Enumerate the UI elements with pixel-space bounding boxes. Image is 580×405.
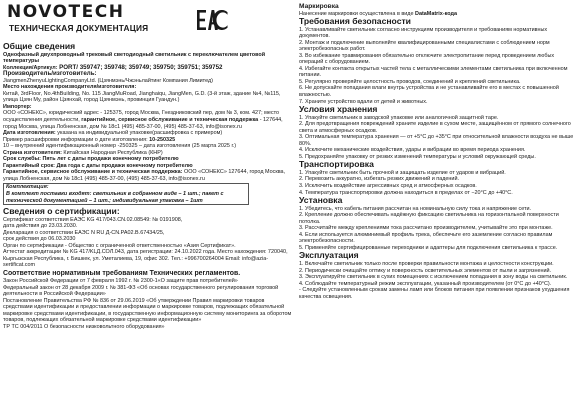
general-info-heading: Общие сведения bbox=[3, 41, 76, 51]
importer-service: гарантийное, сервисное обслуживание и техническая поддержка bbox=[81, 116, 259, 123]
service-label: Гарантийное, сервисное обслуживание и техническая поддержка: bbox=[3, 169, 183, 176]
safety-line: 6. Не допускайте попадания влаги внутрь устройства и не устанавливайте его в местах с повышенной влажностью. bbox=[299, 85, 559, 99]
location-value: Китай, 3rdFloor, No.4thBuilding, No. 115 JiangMuRoad, Jianghaiqu, JiangMen, G.D. (3-й этаж, здание №4, №115, улица Цзян Му, район Цзянхай, город Цзянмэнь, провинция Гуандун.) bbox=[3, 90, 281, 104]
importer-label: Импортер: bbox=[3, 103, 32, 110]
transport-line: 2. Перевозить аккуратно, избегать резких движений и падений. bbox=[299, 176, 460, 183]
compliance-line: Федеральный закон от 28 декабря 2009 г. № 381-ФЗ «Об основах государственного регулирования торговой деятельности в Российской Федерации» bbox=[3, 284, 279, 298]
certification-heading: Сведения о сертификации: bbox=[3, 206, 120, 217]
installation-line: 4. Если используется алюминиевый профиль трека, обеспечьте его заземление согласно правилам электробезопасности. bbox=[299, 231, 553, 245]
collection-value: PORT/ 359747; 359748; 359749; 359750; 359751; 359752 bbox=[59, 63, 223, 71]
cert-line: Орган по сертификации - Общество с ограниченной ответственностью «Азия Сертификат». bbox=[3, 242, 236, 249]
product-description: Однофазный двухпроводный трековый светодиодный светильник с переключателем цветовой температуры bbox=[3, 51, 266, 65]
storage-line: 2. Для предотвращения повреждений храните изделие в сухом месте, защищённом от прямого солнечного света и атмосферных осадков. bbox=[299, 121, 571, 134]
storage-heading: Условия хранения bbox=[299, 104, 378, 115]
operation-line: 1. Включайте светильник только после проверки правильности монтажа и целостности конструкции. bbox=[299, 260, 554, 267]
kit-box bbox=[3, 183, 249, 205]
safety-line: 4. Избегайте контакта открытых частей тела с металлическими элементами светильника при включенном питании. bbox=[299, 65, 568, 79]
brand-logo: NOVOTECH bbox=[7, 2, 125, 22]
installation-line: 1. Убедитесь, что кабель питания рассчитан на номинальную силу тока и напряжение сети. bbox=[299, 205, 532, 212]
operation-line: 3. Эксплуатируйте светильник в сухих помещениях с исключением попадания в зону воды на светильник. bbox=[299, 274, 568, 281]
importer-value: ООО «СОНЕКС», юридический адрес - 125375, город Москва, Гнездниковский пер, дом № 3, ком. 427; место осуществления деятельности, bbox=[3, 110, 280, 123]
cert-line: дата действия до 23.03.2030. bbox=[3, 223, 78, 230]
operation-line: 4. Соблюдайте температурный режим эксплуатации, указанный производителем (от 0°С до +40°С). bbox=[299, 280, 552, 287]
cert-line: Декларация о соответствии ЕАЭС N RU Д-CN.PA02.B.67434/25, bbox=[3, 229, 165, 236]
transport-line: 1. Упакуйте светильник быть прочной и защищать изделие от ударов и вибраций. bbox=[299, 169, 506, 176]
marking-heading: Маркировка bbox=[299, 3, 339, 10]
date-decode-code: 10-250325 bbox=[149, 136, 176, 143]
safety-heading: Требования безопасности bbox=[299, 16, 411, 27]
compliance-line: ТР ТС 004/2011 О безопасности низковольтного оборудования» bbox=[3, 323, 165, 330]
cert-line: срок действия до 06.03.2030 bbox=[3, 236, 76, 243]
marking-code: DataMatrix-кода bbox=[415, 10, 458, 17]
right-column bbox=[299, 3, 577, 300]
compliance-line: Закон Российской Федерации от 7 февраля 1992 г. № 2300-1«О защите прав потребителей» bbox=[3, 277, 238, 284]
certification-heading-row bbox=[3, 207, 293, 217]
importer-contacts: - 127644, город Москва, улица Лобненская, дом № 18с1 (495) 485-37-00, (495) 485-37-63, info@isonex.ru bbox=[3, 116, 283, 130]
safety-line: 7. Храните устройство вдали от детей и животных. bbox=[299, 98, 428, 105]
installation-line: 3. Рассчитайте между креплениями тока рассчитано производителем, учитывайте это при монтаже. bbox=[299, 225, 553, 232]
safety-line: 5. Регулярно проверяйте целостность проводов, соединений и креплений светильника. bbox=[299, 78, 521, 85]
cert-line: Сертификат соответствия ЕАЭС KG 417/043.CN.02.08549: № 0191908, bbox=[3, 216, 183, 223]
origin-label: Страна изготовителя: bbox=[3, 149, 62, 156]
transport-line: 4. Температура транспортировки должна находиться в пределах от −20°C до +40°C. bbox=[299, 189, 513, 196]
transport-line: 3. Исключить воздействие агрессивных сред и атмосферных осадков. bbox=[299, 183, 477, 190]
kit-title: Комплектация: bbox=[6, 184, 49, 191]
storage-line: 1. Упакуйте светильник в заводской упаковке или аналогичной защитной таре. bbox=[299, 114, 499, 121]
collection-label: Коллекция/Артикул: bbox=[3, 64, 58, 71]
origin-value: Китайская Народная Республика (КНР) bbox=[63, 149, 163, 156]
document-header bbox=[5, 3, 185, 37]
transport-heading: Транспортировка bbox=[299, 159, 374, 170]
warranty-period: Гарантийный срок: Два года с даты продажи конечному потребителю bbox=[3, 162, 193, 169]
cert-line: Аттестат аккредитации № KG 417/KLД.СОЛ.043, дата регистрации: 24.10.2022 года. Место нахождения: 720040, Кыргызская Республика, г. Бишкек, ул. Уметалиева, 19, офис 302. Тел.: +996700264004 Email: info@azia-sertificat.com bbox=[3, 249, 288, 269]
service-value: ООО «СОНЕКС» 127644, город Москва, улица Лобненская, дом № 18с1 (495) 485-37-00, (495) 485-37-63, info@isonex.ru bbox=[3, 169, 286, 182]
compliance-heading: Соответствие нормативным требованиям Технических регламентов. bbox=[3, 269, 241, 277]
location-label: Место нахождения производителя/изготовителя: bbox=[3, 84, 137, 91]
manufacture-date-label: Дата изготовления: bbox=[3, 130, 56, 137]
storage-line: 4. Исключите механические воздействия, удары и вибрации во время периода хранения. bbox=[299, 147, 526, 154]
document-title: ТЕХНИЧЕСКАЯ ДОКУМЕНТАЦИЯ bbox=[9, 23, 149, 33]
date-decode-detail: 10 – внутренний идентификационный номер -250325 – дата изготовления (25 марта 2025 г.) bbox=[3, 143, 237, 150]
manufacture-date-value: указана на индивидуальной упаковке(расшифровка с примером) bbox=[57, 130, 223, 137]
safety-line: 2. Монтаж и подключение выполняйте квалифицированными специалистами с соблюдением норм электробезопасных работ. bbox=[299, 39, 550, 53]
service-life: Срок службы: Пять лет с даты продажи конечному потребителю bbox=[3, 156, 179, 163]
operation-line: - Следуйте установленным срокам замены ламп или блоков питания при появлении признаков ухудшения качества освещения. bbox=[299, 287, 570, 300]
installation-heading: Установка bbox=[299, 195, 343, 206]
left-column bbox=[3, 42, 293, 330]
compliance-line: Постановление Правительства РФ № 836 от 29.06.2019 «Об утверждении Правил маркировки товаров средствами идентификации и предоставлении информации о маркировке товаров, подлежащих обязательной маркировке средствами идентификации, в государственную информационную систему мониторинга за оборотом товаров, подлежащих обязательной маркировке средствами идентификации» bbox=[3, 297, 292, 324]
date-decode-example: Пример расшифровки информации о дате изготовления: bbox=[3, 136, 148, 143]
operation-heading: Эксплуатация bbox=[299, 250, 359, 261]
safety-line: 1. Устанавливайте светильник согласно инструкциям производителя и требованиям нормативных документов. bbox=[299, 26, 548, 40]
manufacturer-value: JiangmenZhenyuLightingCompanyLtd. (Цзянмэнь/Чжэньлайтинг Компания Лимитед) bbox=[3, 77, 213, 84]
storage-line: 5. Предохраняйте упаковку от резких изменений температуры и условий окружающей среды. bbox=[299, 153, 536, 160]
operation-line: 2. Периодически очищайте оптику и поверхность осветительных элементов от пыли и загрязнений. bbox=[299, 267, 552, 274]
installation-line: 2. Крепление должно обеспечивать надёжную фиксацию светильника на горизонтальной поверхности потолка. bbox=[299, 212, 559, 225]
kit-contents: В комплект поставки входят: светильник в собранном виде – 1 шт.; пакет с технической документацией – 1 шт.; индивидуальная упаковка – 1шт bbox=[6, 190, 224, 204]
safety-line: 3. Во избежание травмирования обязательно отключите электропитание перед проведением любых операций с оборудованием. bbox=[299, 52, 555, 66]
manufacturer-label: Производитель/изготовитель: bbox=[3, 70, 97, 78]
installation-line: 5. Применяйте сертифицированные переходники и адаптеры для подключения светильника к трассе. bbox=[299, 244, 558, 251]
eac-mark-icon bbox=[197, 10, 228, 30]
marking-text: Нанесение маркировки осуществлена в виде bbox=[299, 10, 414, 17]
storage-line: 3. Оптимальная температура хранения — от +5°C до +35°C при относительной влажности воздуха не выше 80%. bbox=[299, 134, 574, 147]
